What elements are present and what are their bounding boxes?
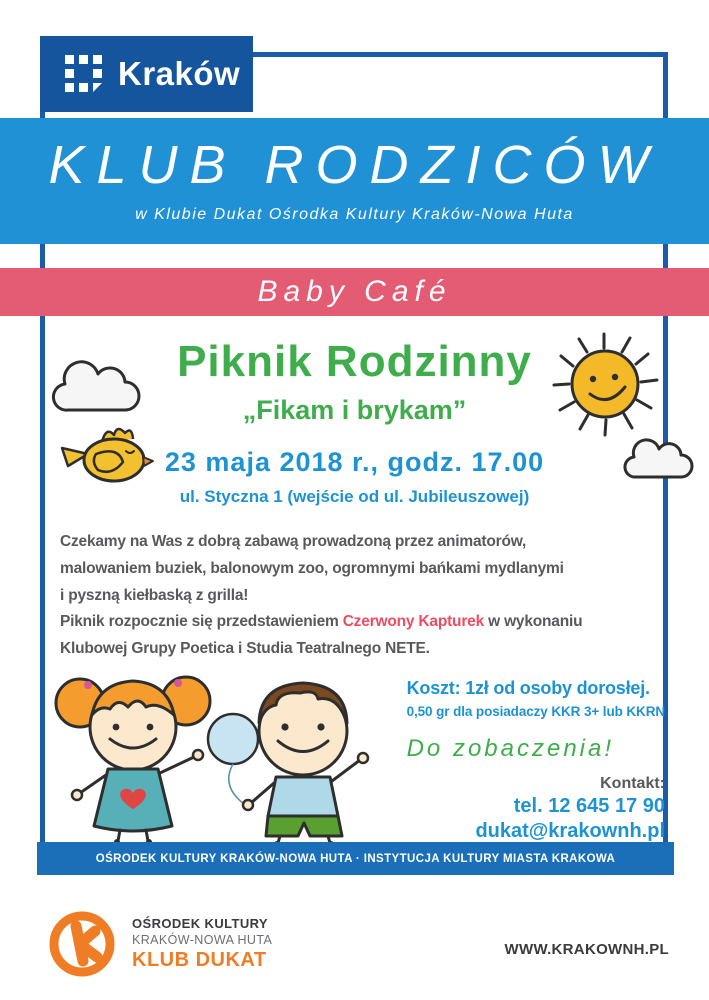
city-name: Kraków [118, 55, 241, 92]
show-paragraph [60, 608, 660, 662]
show-line: Klubowej Grupy Poetica i Studia Teatralnego NETE. [60, 640, 430, 657]
club-name: KLUB DUKAT [132, 949, 267, 971]
dashed-square-fold-icon [64, 54, 104, 94]
program-banner [0, 268, 709, 316]
website-url: WWW.KRAKOWNH.PL [504, 941, 669, 958]
event-title: Piknik Rodzinny [177, 337, 532, 386]
contact-label: Kontakt: [600, 775, 665, 792]
contact-phone: tel. 12 645 17 90 [513, 795, 665, 817]
contact-block [407, 775, 665, 843]
farewell-text: Do zobaczenia! [406, 735, 615, 762]
program-name: Baby Café [257, 275, 452, 308]
show-name: Czerwony Kapturek [342, 613, 484, 630]
description-line: Czekamy na Was z dobrą zabawą prowadzoną przez animatorów, [60, 533, 527, 550]
footer-bar [37, 842, 674, 875]
organization-name: OŚRODEK KULTURY [132, 916, 268, 931]
organization-logo [46, 908, 272, 980]
poster-title: KLUB RODZICÓW [48, 135, 661, 195]
description-line: malowaniem buziek, balonowym zoo, ogromnymi bańkami mydlanymi [60, 560, 564, 577]
organization-text [132, 916, 272, 972]
cost-secondary: 0,50 gr dla posiadaczy KKR 3+ lub KKRN [406, 704, 665, 719]
orange-k-ring-icon [46, 908, 118, 980]
description-line: i pyszną kiełbaską z grilla! [60, 587, 249, 604]
event-date: 23 maja 2018 r., godz. 17.00 [164, 447, 545, 477]
show-tail: w wykonaniu [488, 613, 583, 630]
poster-subtitle: w Klubie Dukat Ośrodka Kultury Kraków-Nowa Huta [135, 206, 574, 223]
cost-main: Koszt: 1zł od osoby dorosłej. [406, 678, 650, 698]
show-intro: Piknik rozpocznie się przedstawieniem [60, 613, 339, 630]
show-line [60, 608, 660, 635]
title-banner [0, 118, 709, 244]
contact-email: dukat@krakownh.pl [475, 820, 665, 842]
event-description [60, 528, 660, 609]
event-address: ul. Styczna 1 (wejście od ul. Jubileuszowej) [179, 487, 530, 506]
organization-city: KRAKÓW-NOWA HUTA [132, 933, 273, 947]
event-subtitle: „Fikam i brykam” [242, 395, 467, 425]
footer-bar-text: OŚRODEK KULTURY KRAKÓW-NOWA HUTA · INSTYTUCJA KULTURY MIASTA KRAKOWA [95, 852, 616, 865]
cost-contact-block [407, 678, 665, 843]
krakow-city-logo [40, 36, 253, 112]
